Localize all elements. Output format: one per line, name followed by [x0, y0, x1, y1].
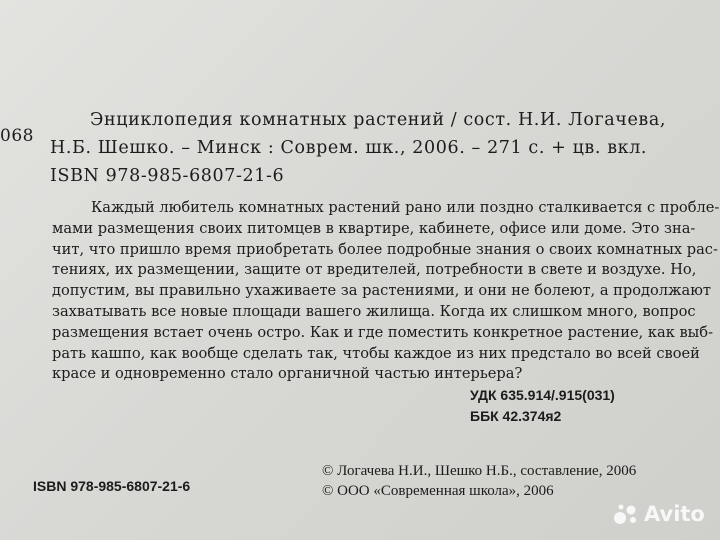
copyright-line-2: © ООО «Современная школа», 2006	[322, 483, 554, 499]
avito-watermark	[612, 500, 705, 528]
copyright-line-1: © Логачева Н.И., Шешко Н.Б., составление, 2006	[322, 463, 637, 479]
annotation-line: рать кашпо, как вообще сделать так, чтобы каждое из них предстало во всей своей	[52, 344, 700, 362]
avito-logo-text: Avito	[644, 502, 705, 526]
biblio-line-1: Энциклопедия комнатных растений / сост. Н.И. Логачева,	[90, 110, 667, 130]
biblio-line-2: Н.Б. Шешко. – Минск : Соврем. шк., 2006. – 271 с. + цв. вкл.	[50, 138, 648, 158]
annotation-line: тениях, их размещении, защите от вредителей, потребности в свете и воздухе. Но,	[52, 261, 697, 279]
bibliographic-record	[50, 106, 700, 190]
annotation-line: захватывать все новые площади вашего жилища. Когда их слишком много, вопрос	[52, 302, 696, 320]
bbk-code: ББК 42.374я2	[470, 408, 562, 424]
annotation-line: допустим, вы правильно ухаживаете за растениями, и они не болеют, а продолжают	[52, 282, 711, 300]
annotation-line: красе и одновременно стало органичной частью интерьера?	[52, 365, 523, 383]
udk-code: УДК 635.914/.915(031)	[470, 387, 615, 403]
isbn-footer: ISBN 978-985-6807-21-6	[33, 478, 191, 494]
annotation-line: чит, что пришло время приобретать более подробные знания о своих комнатных рас-	[52, 240, 718, 258]
annotation-line: размещения встает очень остро. Как и где поместить конкретное растение, как выб-	[52, 323, 714, 341]
classification-codes	[470, 385, 615, 427]
copyright-block	[322, 461, 636, 501]
biblio-isbn: ISBN 978-985-6807-21-6	[50, 166, 285, 186]
page-edge-number: 068	[0, 126, 34, 146]
annotation-line: Каждый любитель комнатных растений рано или поздно сталкивается с пробле-	[91, 199, 720, 216]
annotation-paragraph	[52, 198, 720, 385]
avito-dots-icon	[612, 502, 640, 526]
annotation-line: мами размещения своих питомцев в квартире, кабинете, офисе или доме. Это зна-	[52, 219, 696, 237]
